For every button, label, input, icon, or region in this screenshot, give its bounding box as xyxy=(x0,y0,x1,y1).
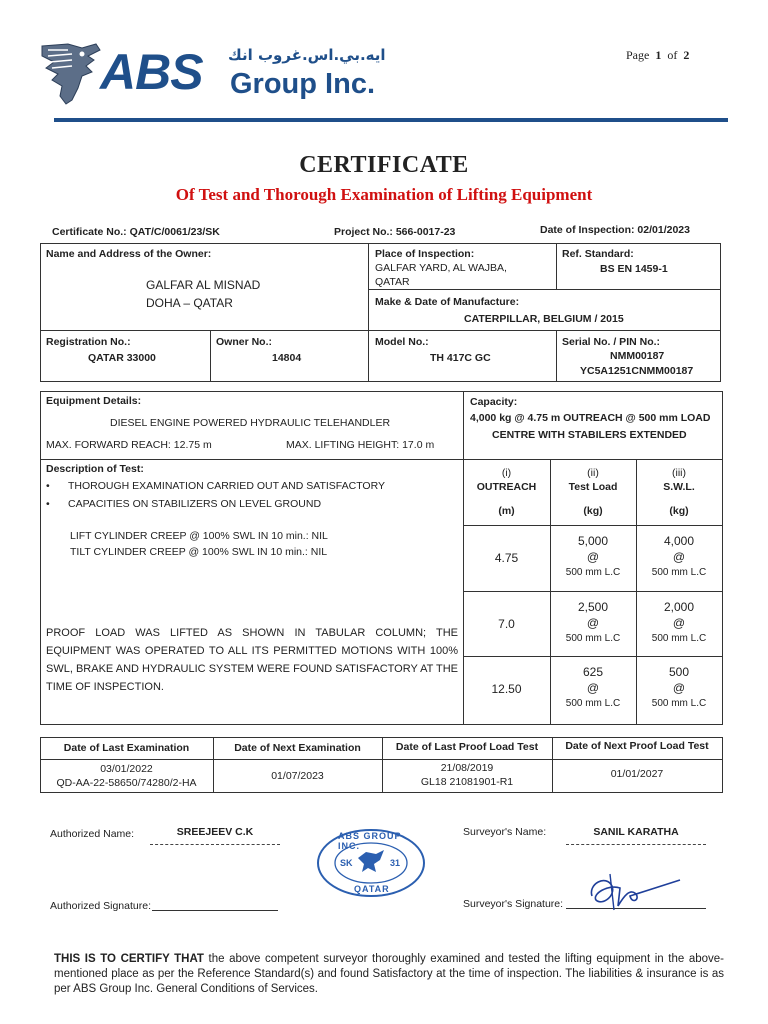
page-current: 1 xyxy=(655,48,662,62)
owner-no-label: Owner No.: xyxy=(216,336,273,348)
eagle-emblem-icon xyxy=(38,40,104,108)
manufacture-label: Make & Date of Manufacture: xyxy=(375,296,520,308)
capacity-line2: CENTRE WITH STABILERS EXTENDED xyxy=(492,429,687,441)
last-proof-value: 21/08/2019 GL18 21081901-R1 xyxy=(420,762,514,788)
logo-arabic-text: ايه.بي.اس.غروب انك xyxy=(228,46,386,64)
info-table xyxy=(40,243,720,381)
page-total: 2 xyxy=(683,48,690,62)
col-swl-header: (iii) S.W.L. (kg) xyxy=(663,467,695,517)
surveyor-signature-label: Surveyor's Signature: xyxy=(463,898,564,910)
company-logo xyxy=(38,40,398,110)
capacity-line1: 4,000 kg @ 4.75 m OUTREACH @ 500 mm LOAD xyxy=(470,412,711,424)
owner-address: DOHA – QATAR xyxy=(146,296,233,310)
ref-standard-label: Ref. Standard: xyxy=(562,248,634,260)
row-outreach: 4.75 xyxy=(494,551,519,565)
certify-body: the above competent surveyor thoroughly examined and tested the lifting equipment in the above-mentioned place as per the Reference Standard(s) and found Satisfactory at the time of inspection. The liabilities & insurance is as per ABS Group Inc. General Conditions of Services. xyxy=(54,953,724,995)
place-label: Place of Inspection: xyxy=(375,248,475,260)
serial-value-1: NMM00187 xyxy=(610,350,665,362)
bullet-icon: • xyxy=(46,498,50,510)
test-bullet-2: • CAPACITIES ON STABILIZERS ON LEVEL GROUND xyxy=(46,498,322,510)
project-number: Project No.: 566-0017-23 xyxy=(334,226,456,238)
col-test-load-header: (ii) Test Load (kg) xyxy=(568,467,618,517)
owner-name: GALFAR AL MISNAD xyxy=(146,278,261,292)
company-stamp xyxy=(316,828,426,898)
logo-abs-text: ABS xyxy=(100,44,203,100)
test-row-2 xyxy=(463,591,722,656)
capacity-label: Capacity: xyxy=(470,396,518,408)
next-exam-header: Date of Next Examination xyxy=(234,742,361,754)
authorized-name-value: SREEJEEV C.K xyxy=(150,826,280,845)
authorized-signature-label: Authorized Signature: xyxy=(50,900,151,912)
row-test-load: 625 @ 500 mm L.C xyxy=(565,665,621,709)
next-proof-value: 01/01/2027 xyxy=(610,768,664,780)
model-value: TH 417C GC xyxy=(430,352,491,364)
row-outreach: 12.50 xyxy=(491,682,522,696)
inspection-date: Date of Inspection: 02/01/2023 xyxy=(540,224,690,236)
stamp-bottom-text: QATAR xyxy=(354,884,390,894)
equipment-description: DIESEL ENGINE POWERED HYDRAULIC TELEHANDLER xyxy=(110,417,391,429)
certify-lead: THIS IS TO CERTIFY THAT xyxy=(54,953,204,965)
tilt-cylinder-creep: TILT CYLINDER CREEP @ 100% SWL IN 10 min.: NIL xyxy=(70,546,328,558)
owner-no-value: 14804 xyxy=(272,352,302,364)
manufacture-value: CATERPILLAR, BELGIUM / 2015 xyxy=(464,313,624,325)
serial-value-2: YC5A1251CNMM00187 xyxy=(580,365,694,377)
bullet-icon: • xyxy=(46,480,50,492)
test-row-1 xyxy=(463,525,722,591)
ref-standard-value: BS EN 1459-1 xyxy=(600,263,668,275)
serial-label: Serial No. / PIN No.: xyxy=(562,336,661,348)
next-proof-header: Date of Next Proof Load Test xyxy=(565,740,709,752)
test-row-3 xyxy=(463,656,722,723)
document-title: CERTIFICATE xyxy=(299,152,469,178)
row-test-load: 5,000 @ 500 mm L.C xyxy=(565,534,621,578)
last-exam-value: 03/01/2022 QD-AA-22-58650/74280/2-HA xyxy=(56,763,197,789)
next-exam-value: 01/07/2023 xyxy=(271,770,324,782)
max-lifting-height: MAX. LIFTING HEIGHT: 17.0 m xyxy=(286,439,435,451)
equipment-test-table xyxy=(40,391,722,724)
registration-value: QATAR 33000 xyxy=(88,352,156,364)
test-bullet-1: • THOROUGH EXAMINATION CARRIED OUT AND SATISFACTORY xyxy=(46,480,385,492)
lift-cylinder-creep: LIFT CYLINDER CREEP @ 100% SWL IN 10 min.: NIL xyxy=(70,530,328,542)
certification-statement xyxy=(54,952,724,997)
dates-table xyxy=(40,737,722,792)
place-line2: QATAR xyxy=(375,276,410,288)
document-subtitle: Of Test and Thorough Examination of Lifting Equipment xyxy=(175,185,593,204)
surveyor-signature-image xyxy=(584,866,684,914)
max-forward-reach: MAX. FORWARD REACH: 12.75 m xyxy=(46,439,212,451)
registration-label: Registration No.: xyxy=(46,336,131,348)
place-line1: GALFAR YARD, AL WAJBA, xyxy=(375,262,507,274)
stamp-right-text: 31 xyxy=(390,858,401,868)
logo-group-text: Group Inc. xyxy=(230,68,375,100)
row-swl: 500 @ 500 mm L.C xyxy=(651,665,707,709)
page-number xyxy=(626,48,689,63)
stamp-left-text: SK xyxy=(340,858,353,868)
surveyor-name-label: Surveyor's Name: xyxy=(463,826,547,838)
surveyor-name-value: SANIL KARATHA xyxy=(566,826,706,845)
row-swl: 2,000 @ 500 mm L.C xyxy=(651,600,707,644)
page-of: of xyxy=(667,48,678,62)
row-outreach: 7.0 xyxy=(498,617,515,631)
header-rule xyxy=(54,118,728,122)
authorized-signature-line xyxy=(152,910,278,911)
last-exam-header: Date of Last Examination xyxy=(63,742,190,754)
stamp-top-text: ABS GROUP INC. xyxy=(338,831,402,851)
model-label: Model No.: xyxy=(375,336,429,348)
col-outreach-header: (i) OUTREACH (m) xyxy=(476,467,537,517)
test-label: Description of Test: xyxy=(46,463,144,475)
last-proof-header: Date of Last Proof Load Test xyxy=(395,741,539,753)
authorized-name-label: Authorized Name: xyxy=(50,828,135,840)
row-test-load: 2,500 @ 500 mm L.C xyxy=(565,600,621,644)
proof-load-statement: PROOF LOAD WAS LIFTED AS SHOWN IN TABULAR COLUMN; THE EQUIPMENT WAS OPERATED TO ALL ITS PERMITTED MOTIONS WITH 100% SWL, BRAKE AND HYDRAULIC SYSTEM WERE FOUND SATISFACTORY AT THE TIME OF INSPECTION. xyxy=(46,627,458,693)
certificate-number: Certificate No.: QAT/C/0061/23/SK xyxy=(52,226,220,238)
page-label: Page xyxy=(626,48,650,62)
row-swl: 4,000 @ 500 mm L.C xyxy=(651,534,707,578)
equipment-label: Equipment Details: xyxy=(46,395,142,407)
owner-label: Name and Address of the Owner: xyxy=(46,248,212,260)
